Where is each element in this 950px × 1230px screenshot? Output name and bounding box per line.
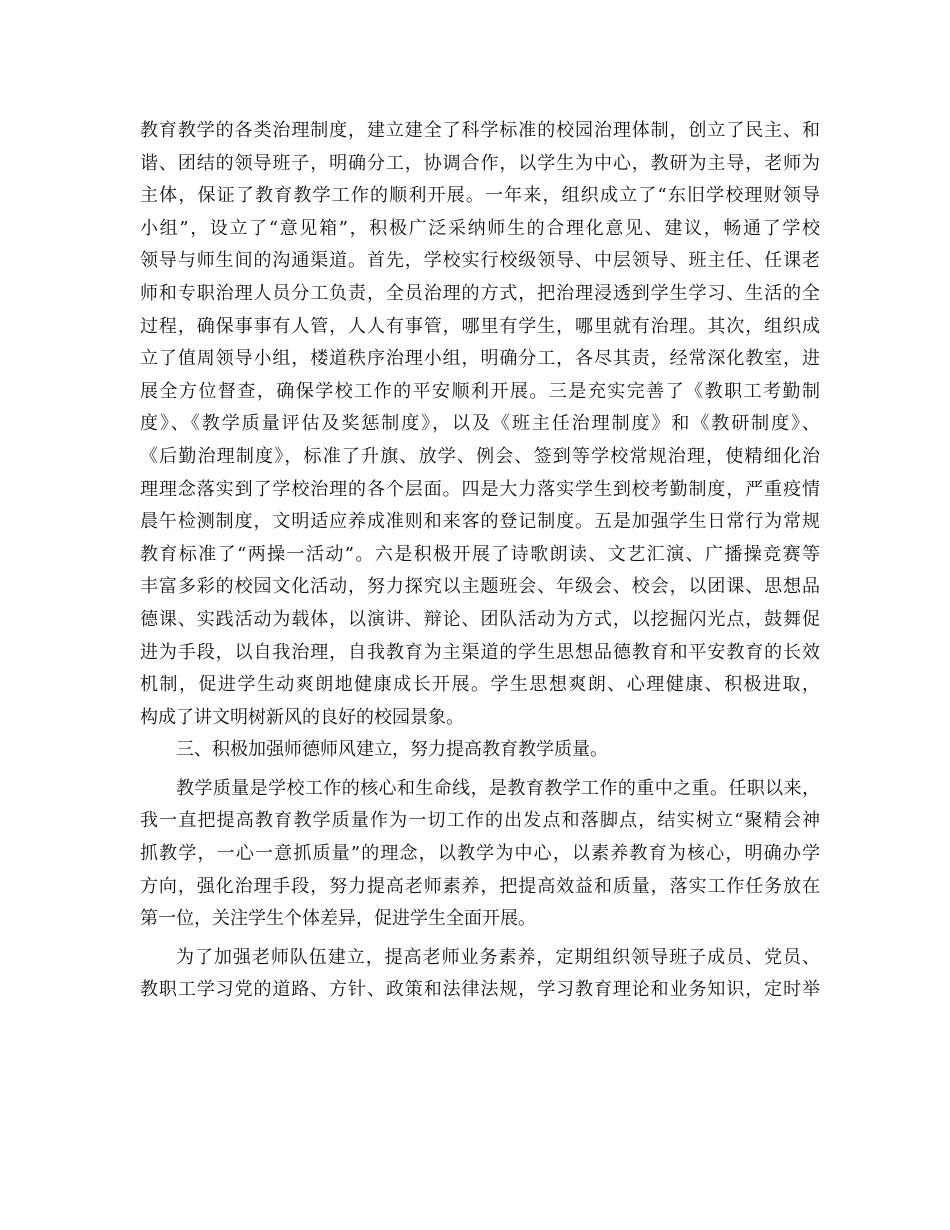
text-line: 师和专职治理人员分工负责，全员治理的方式，把治理浸透到学生学习、生活的全	[140, 282, 820, 304]
text-line: 方向，强化治理手段，努力提高老师素养，把提高效益和质量，落实工作任务放在	[140, 875, 820, 897]
text-line: 我一直把提高教育教学质量作为一切工作的出发点和落脚点，结实树立“聚精会神	[140, 810, 820, 832]
text-line: 第一位，关注学生个体差异，促进学生全面开展。	[140, 908, 536, 930]
text-line: 教育标准了“两操一活动”。六是积极开展了诗歌朗读、文艺汇演、广播操竞赛等	[140, 543, 820, 565]
text-line: 小组”，设立了“意见箱”，积极广泛采纳师生的合理化意见、建议，畅通了学校	[140, 217, 820, 239]
text-line: 教学质量是学校工作的核心和生命线，是教育教学工作的重中之重。任职以来，	[176, 777, 820, 799]
text-line: 度》、《教学质量评估及奖惩制度》，以及《班主任治理制度》和《教研制度》、	[140, 413, 820, 435]
text-line: 理理念落实到了学校治理的各个层面。四是大力落实学生到校考勤制度，严重疫情	[140, 478, 820, 500]
section-heading-3	[140, 734, 820, 767]
text-line: 展全方位督查，确保学校工作的平安顺利开展。三是充实完善了《教职工考勤制	[140, 380, 820, 402]
paragraph-governance	[140, 115, 820, 734]
text-line: 过程，确保事事有人管，人人有事管，哪里有学生，哪里就有治理。其次，组织成	[140, 315, 820, 337]
text-line: 谐、团结的领导班子，明确分工，协调合作，以学生为中心，教研为主导，老师为	[140, 152, 820, 174]
text-line: 为了加强老师队伍建立，提高老师业务素养，定期组织领导班子成员、党员、	[176, 946, 820, 968]
text-line: 构成了讲文明树新风的良好的校园景象。	[140, 706, 464, 728]
paragraph-teacher-team	[140, 942, 820, 1007]
text-line: 机制，促进学生动爽朗地健康成长开展。学生思想爽朗、心理健康、积极进取，	[140, 674, 820, 696]
text-line: 丰富多彩的校园文化活动，努力探究以主题班会、年级会、校会，以团课、思想品	[140, 576, 820, 598]
text-line: 《后勤治理制度》，标准了升旗、放学、例会、签到等学校常规治理，使精细化治	[140, 445, 820, 467]
text-line: 德课、实践活动为载体，以演讲、辩论、团队活动为方式，以挖掘闪光点，鼓舞促	[140, 608, 820, 630]
text-line: 领导与师生间的沟通渠道。首先，学校实行校级领导、中层领导、班主任、任课老	[140, 250, 820, 272]
text-line: 进为手段，以自我治理，自我教育为主渠道的学生思想品德教育和平安教育的长效	[140, 641, 820, 663]
document-body	[140, 115, 820, 1007]
text-line: 教育教学的各类治理制度，建立建全了科学标准的校园治理体制，创立了民主、和	[140, 120, 820, 141]
text-line: 教职工学习党的道路、方针、政策和法律法规，学习教育理论和业务知识，定时举	[140, 979, 820, 1001]
text-line: 晨午检测制度，文明适应养成准则和来客的登记制度。五是加强学生日常行为常规	[140, 511, 820, 533]
text-line: 主体，保证了教育教学工作的顺利开展。一年来，组织成立了“东旧学校理财领导	[140, 185, 820, 207]
section-heading-text: 三、积极加强师德师风建立，努力提高教育教学质量。	[176, 739, 608, 761]
text-line: 抓教学，一心一意抓质量”的理念，以教学为中心，以素养教育为核心，明确办学	[140, 843, 820, 865]
paragraph-teaching-quality	[140, 773, 820, 936]
text-line: 立了值周领导小组，楼道秩序治理小组，明确分工，各尽其责，经常深化教室，进	[140, 348, 820, 370]
